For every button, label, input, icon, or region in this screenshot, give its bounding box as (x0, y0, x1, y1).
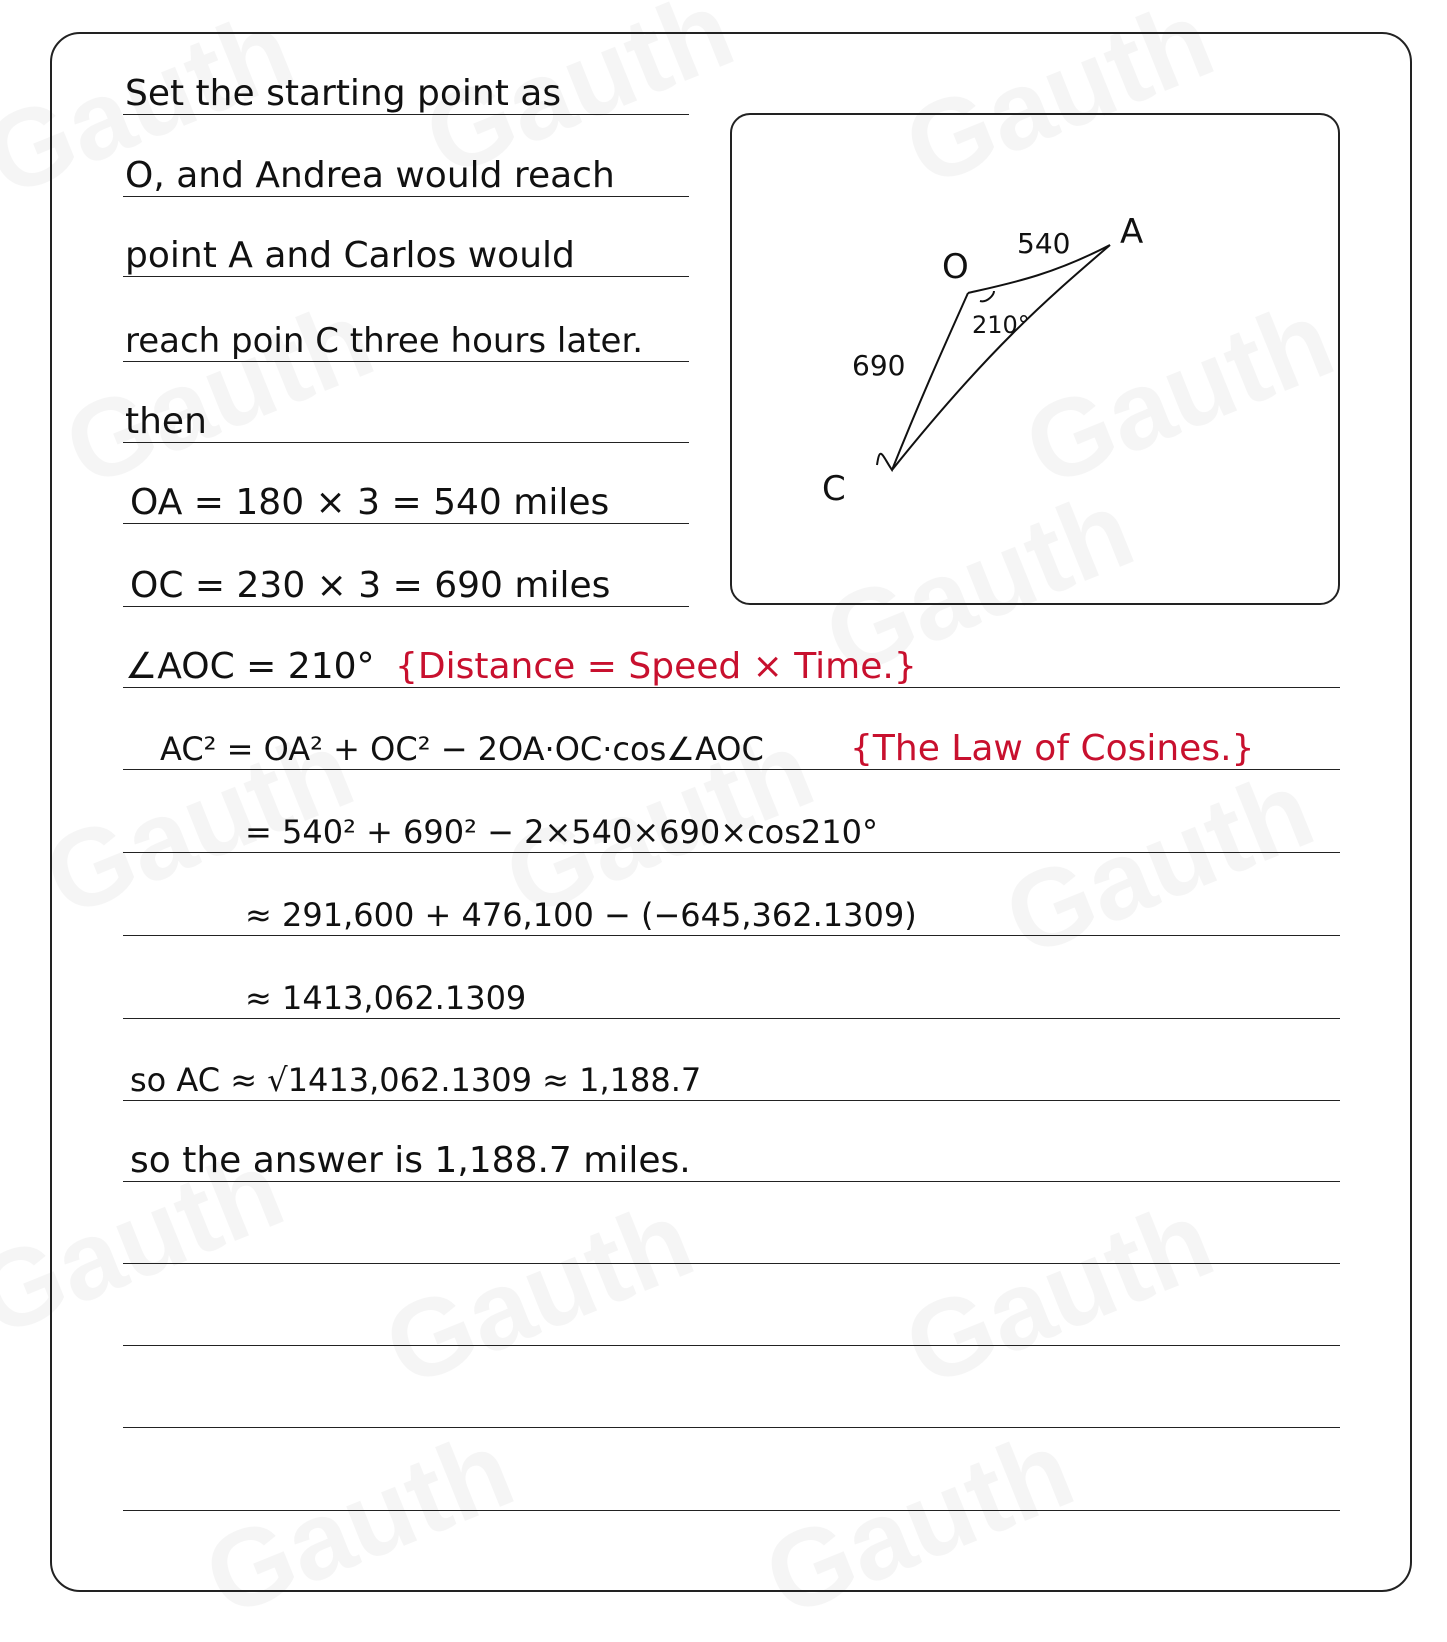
ruled-line (123, 1100, 1340, 1101)
solution-line-sum: ≈ 1413,062.1309 (245, 979, 527, 1017)
note-distance: {Distance = Speed × Time.} (395, 646, 917, 687)
ruled-line (123, 276, 689, 277)
solution-line-oc: OC = 230 × 3 = 690 miles (130, 565, 611, 606)
label-o: O (942, 247, 969, 287)
solution-line-oa: OA = 180 × 3 = 540 miles (130, 482, 610, 523)
solution-line-3: point A and Carlos would (125, 235, 575, 276)
ruled-line (123, 1510, 1340, 1511)
solution-line-answer: so the answer is 1,188.7 miles. (130, 1140, 691, 1181)
label-c: C (822, 469, 846, 509)
ruled-line (123, 361, 689, 362)
solution-line-sqrt: so AC ≈ √1413,062.1309 ≈ 1,188.7 (130, 1061, 702, 1099)
ruled-line (123, 1263, 1340, 1264)
ruled-line (123, 1345, 1340, 1346)
solution-line-angle: ∠AOC = 210° (125, 646, 375, 687)
label-210: 210° (972, 311, 1030, 339)
solution-line-1: Set the starting point as (125, 73, 562, 114)
ruled-line (123, 523, 689, 524)
triangle-svg (732, 115, 1338, 603)
ruled-line (123, 852, 1340, 853)
label-690: 690 (852, 349, 906, 382)
note-cosines: {The Law of Cosines.} (850, 728, 1255, 769)
ruled-line (123, 196, 689, 197)
triangle-diagram (730, 113, 1340, 605)
solution-line-law: AC² = OA² + OC² − 2OA·OC·cos∠AOC (160, 730, 764, 768)
solution-line-sub: = 540² + 690² − 2×540×690×cos210° (245, 813, 878, 851)
ruled-line (123, 935, 1340, 936)
side-ac (892, 245, 1110, 470)
solution-line-2: O, and Andrea would reach (125, 155, 615, 196)
ruled-line (123, 687, 1340, 688)
ruled-line (123, 114, 689, 115)
ruled-line (123, 1018, 1340, 1019)
ruled-line (123, 442, 689, 443)
ruled-line (123, 769, 1340, 770)
ruled-line (123, 1181, 1340, 1182)
solution-line-5: then (125, 401, 207, 442)
angle-arc (980, 291, 994, 301)
solution-line-eval: ≈ 291,600 + 476,100 − (−645,362.1309) (245, 896, 917, 934)
solution-line-4: reach poin C three hours later. (125, 321, 644, 361)
ruled-line (123, 1427, 1340, 1428)
label-540: 540 (1017, 227, 1071, 260)
label-a: A (1120, 212, 1144, 252)
ruled-line (123, 606, 689, 607)
